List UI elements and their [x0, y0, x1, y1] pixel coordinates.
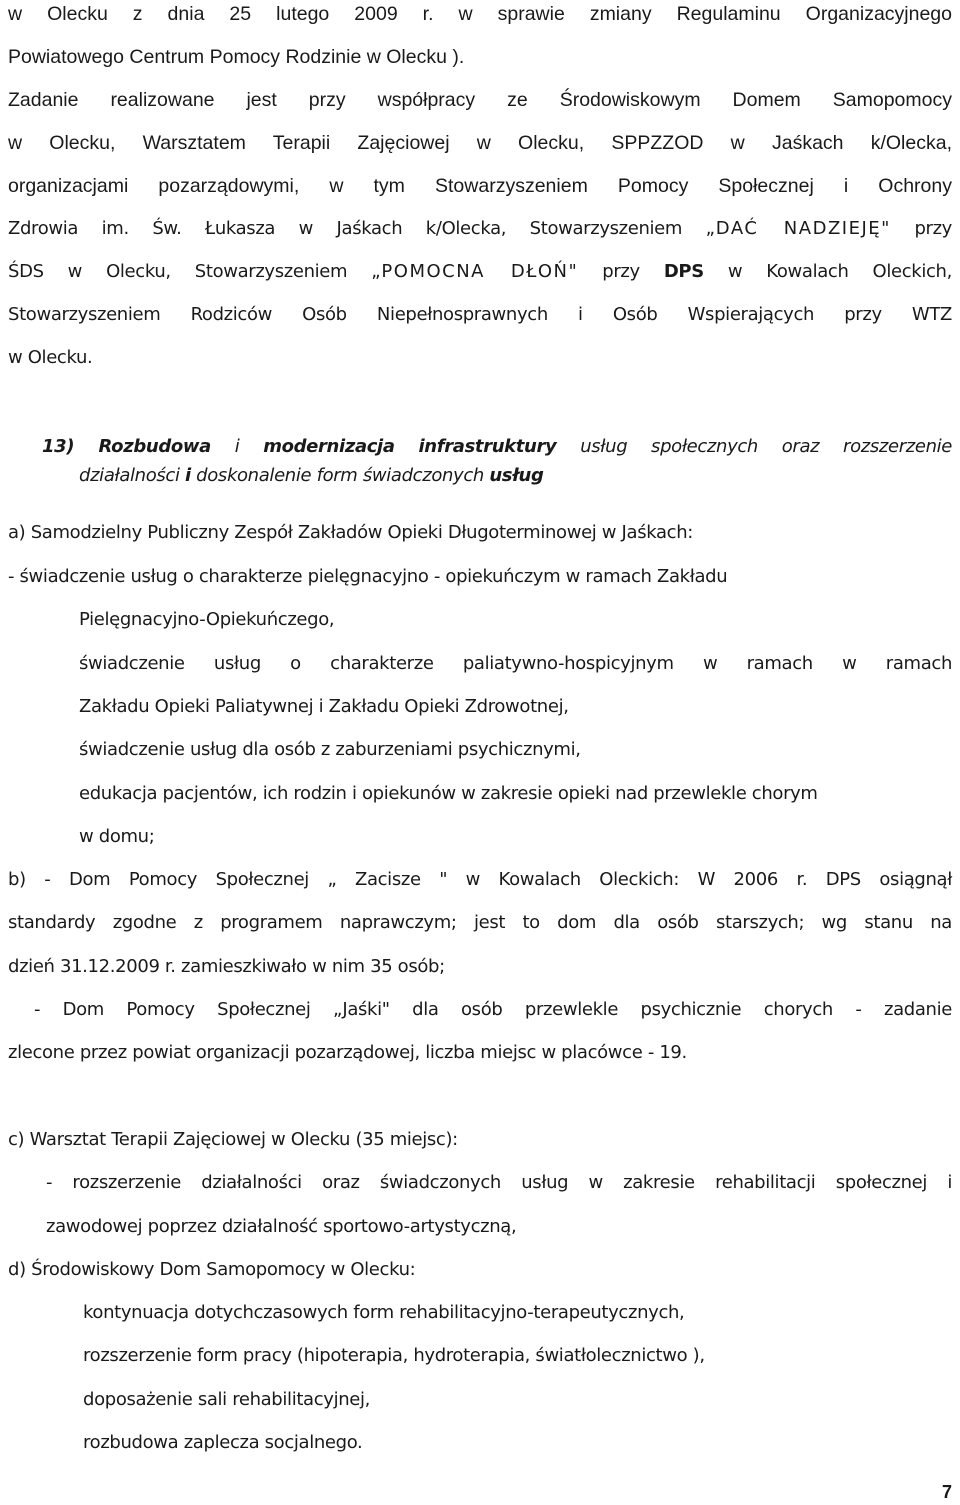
list-item: świadczenie usług dla osób z zaburzeniami psychicznymi,: [79, 739, 581, 760]
paragraph-line: w Olecku, Warsztatem Terapii Zajęciowej w Olecku, SPPZZOD w Jaśkach k/Olecka,: [8, 132, 952, 154]
list-item: doposażenie sali rehabilitacyjnej,: [83, 1389, 371, 1410]
paragraph-line: zlecone przez powiat organizacji pozarządowej, liczba miejsc w placówce - 19.: [8, 1042, 687, 1063]
list-heading: d) Środowiskowy Dom Samopomocy w Olecku:: [8, 1259, 416, 1280]
list-item: Zakładu Opieki Paliatywnej i Zakładu Opieki Zdrowotnej,: [79, 696, 569, 717]
section-heading: 13) Rozbudowa i modernizacja infrastruktury usług społecznych oraz rozszerzenie: [42, 436, 953, 457]
paragraph-line: b) - Dom Pomocy Społecznej „ Zacisze " w Kowalach Oleckich: W 2006 r. DPS osiągnął: [8, 869, 952, 890]
list-item: kontynuacja dotychczasowych form rehabilitacyjno-terapeutycznych,: [83, 1302, 685, 1323]
paragraph-line: - Dom Pomocy Społecznej „Jaśki" dla osób przewlekle psychicznie chorych - zadanie: [34, 999, 952, 1020]
page-number: 7: [941, 1482, 952, 1502]
paragraph-line: w Olecku.: [8, 347, 93, 368]
paragraph-line: Zadanie realizowane jest przy współpracy ze Środowiskowym Domem Samopomocy: [8, 89, 952, 111]
quoted-association-name: „POMOCNA DŁOŃ": [371, 261, 579, 282]
list-item: świadczenie usług o charakterze paliatywno-hospicyjnym w ramach w ramach: [79, 653, 952, 674]
paragraph-line: organizacjami pozarządowymi, w tym Stowarzyszeniem Pomocy Społecznej i Ochrony: [8, 175, 952, 197]
paragraph-line: w Olecku z dnia 25 lutego 2009 r. w sprawie zmiany Regulaminu Organizacyjnego: [8, 3, 952, 25]
list-item: Pielęgnacyjno-Opiekuńczego,: [79, 609, 335, 630]
paragraph-line: Stowarzyszeniem Rodziców Osób Niepełnosprawnych i Osób Wspierających przy WTZ: [8, 304, 952, 325]
list-heading: c) Warsztat Terapii Zajęciowej w Olecku (35 miejsc):: [8, 1129, 458, 1150]
list-heading: a) Samodzielny Publiczny Zespół Zakładów Opieki Długoterminowej w Jaśkach:: [8, 522, 693, 543]
paragraph-line: Zdrowia im. Św. Łukasza w Jaśkach k/Olecka, Stowarzyszeniem „DAĆ NADZIEJĘ" przy: [8, 218, 952, 239]
list-item: zawodowej poprzez działalność sportowo-artystyczną,: [46, 1216, 517, 1237]
paragraph-line: standardy zgodne z programem naprawczym; jest to dom dla osób starszych; wg stanu na: [8, 912, 952, 933]
list-item: edukacja pacjentów, ich rodzin i opiekunów w zakresie opieki nad przewlekle chorym: [79, 783, 818, 804]
list-item: - świadczenie usług o charakterze pielęgnacyjno - opiekuńczym w ramach Zakładu: [8, 566, 728, 587]
list-item: w domu;: [79, 826, 155, 847]
list-item: rozszerzenie form pracy (hipoterapia, hydroterapia, światłolecznictwo ),: [83, 1345, 705, 1366]
paragraph-line: Powiatowego Centrum Pomocy Rodzinie w Olecku ).: [8, 46, 465, 68]
paragraph-line: ŚDS w Olecku, Stowarzyszeniem „POMOCNA DŁOŃ" przy DPS w Kowalach Oleckich,: [8, 261, 952, 282]
list-item: rozbudowa zaplecza socjalnego.: [83, 1432, 363, 1453]
list-item: - rozszerzenie działalności oraz świadczonych usług w zakresie rehabilitacji społecznej i: [46, 1172, 952, 1193]
paragraph-line: dzień 31.12.2009 r. zamieszkiwało w nim 35 osób;: [8, 956, 445, 977]
section-heading: działalności i doskonalenie form świadczonych usług: [79, 465, 544, 486]
quoted-association-name: „DAĆ NADZIEJĘ": [705, 218, 891, 239]
